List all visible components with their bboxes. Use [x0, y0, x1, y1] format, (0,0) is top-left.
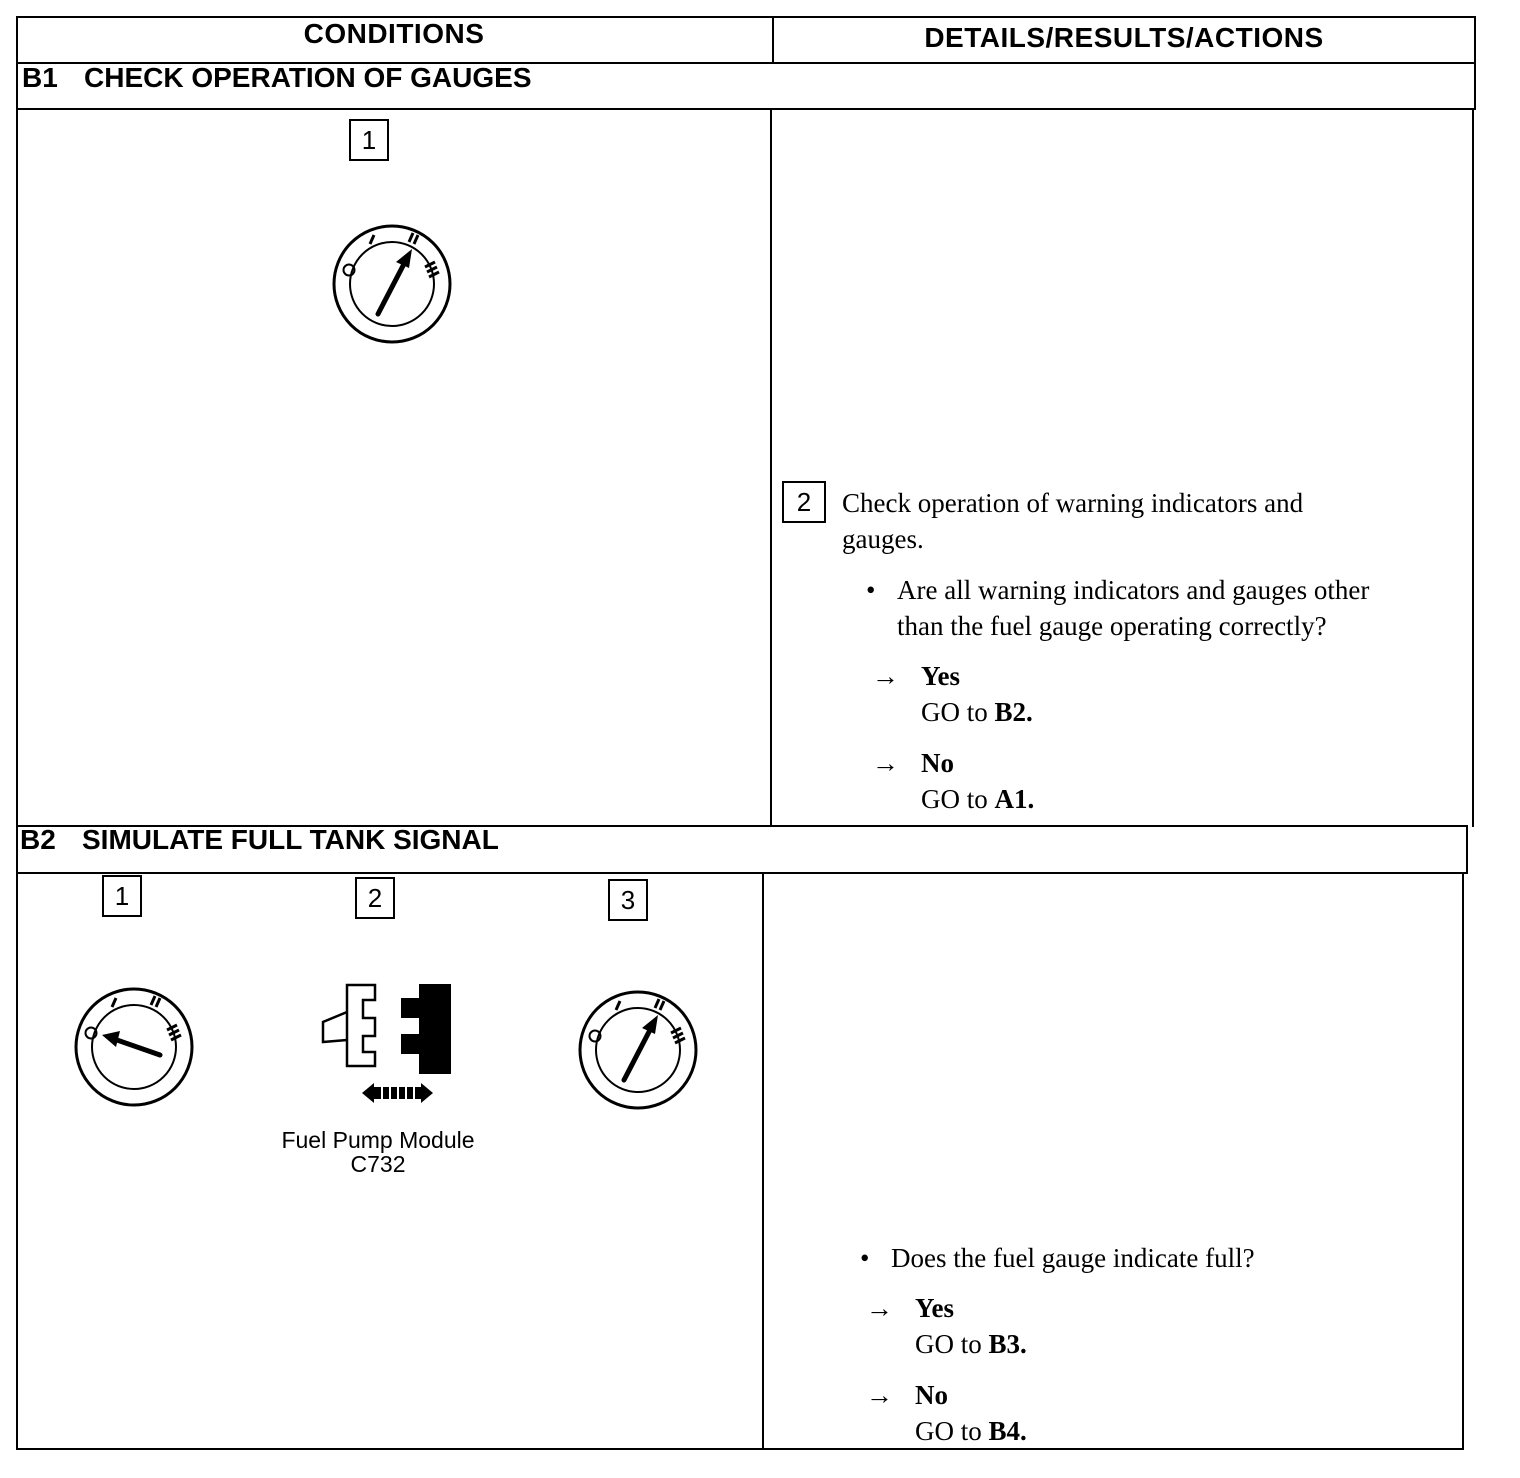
conditions-header: CONDITIONS [303, 18, 485, 49]
b1-step1-box: 1 [349, 119, 389, 161]
table-left-border [16, 16, 18, 1450]
connector-disconnect-icon [315, 980, 460, 1110]
table-bottom-border [16, 1448, 1462, 1450]
b2-title-bottom-border [16, 872, 1466, 874]
b1-instruction [842, 485, 1303, 557]
b2-code: B2 [20, 824, 56, 855]
b1-yes-go: GO to [921, 697, 988, 727]
b2-question: Does the fuel gauge indicate full? [891, 1243, 1255, 1273]
b2-no-label: No [915, 1380, 948, 1410]
b1-question-line1: Are all warning indicators and gauges other [897, 575, 1370, 605]
b1-yes-target: B2. [994, 697, 1033, 727]
ignition-switch-run-icon [330, 222, 454, 346]
b1-no-block [921, 745, 1034, 817]
b1-question-bullet: • [866, 575, 876, 605]
b1-step2-box: 2 [782, 481, 826, 523]
details-header: DETAILS/RESULTS/ACTIONS [924, 22, 1324, 53]
b1-question-line2: than the fuel gauge operating correctly? [897, 611, 1327, 641]
b2-column-divider [762, 872, 764, 1450]
b1-title: CHECK OPERATION OF GAUGES [84, 62, 532, 93]
b1-yes-arrow: → [872, 661, 899, 691]
b1-instruction-line1: Check operation of warning indicators and [842, 488, 1304, 518]
b2-no-go: GO to [915, 1416, 982, 1446]
b1-question [897, 572, 1369, 644]
b1-no-target: A1. [994, 784, 1035, 814]
b2-no-arrow: → [866, 1380, 893, 1410]
b2-step1-box: 1 [102, 875, 142, 917]
b2-yes-go: GO to [915, 1329, 982, 1359]
connector-name: Fuel Pump Module [281, 1127, 475, 1153]
b2-no-block [915, 1377, 1027, 1449]
b2-yes-target: B3. [988, 1329, 1027, 1359]
b1-no-label: No [921, 748, 954, 778]
b2-title-right-border [1466, 825, 1468, 874]
b1-instruction-line2: gauges. [842, 524, 924, 554]
b2-question-bullet: • [860, 1243, 870, 1273]
b1-yes-block [921, 658, 1033, 730]
b1-yes-label: Yes [921, 661, 960, 691]
connector-caption [248, 1128, 508, 1176]
b2-title: SIMULATE FULL TANK SIGNAL [82, 824, 499, 855]
b2-right-border [1462, 872, 1464, 1450]
connector-id: C732 [350, 1151, 406, 1177]
ignition-switch-run-icon-b2 [576, 988, 700, 1112]
b2-no-target: B4. [988, 1416, 1027, 1446]
b1-no-arrow: → [872, 748, 899, 778]
b1-title-bottom-border [16, 108, 1474, 110]
b1-section-title [22, 62, 532, 94]
b2-yes-block [915, 1290, 1027, 1362]
b2-section-title [20, 824, 499, 856]
b1-no-go: GO to [921, 784, 988, 814]
header-right-border [1474, 16, 1476, 110]
b2-yes-arrow: → [866, 1293, 893, 1323]
b2-step3-box: 3 [608, 879, 648, 921]
ignition-switch-off-icon [72, 985, 196, 1109]
b1-code: B1 [22, 62, 58, 93]
b1-right-border [1472, 108, 1474, 827]
b2-yes-label: Yes [915, 1293, 954, 1323]
b1-column-divider [770, 108, 772, 827]
b2-step2-box: 2 [355, 877, 395, 919]
